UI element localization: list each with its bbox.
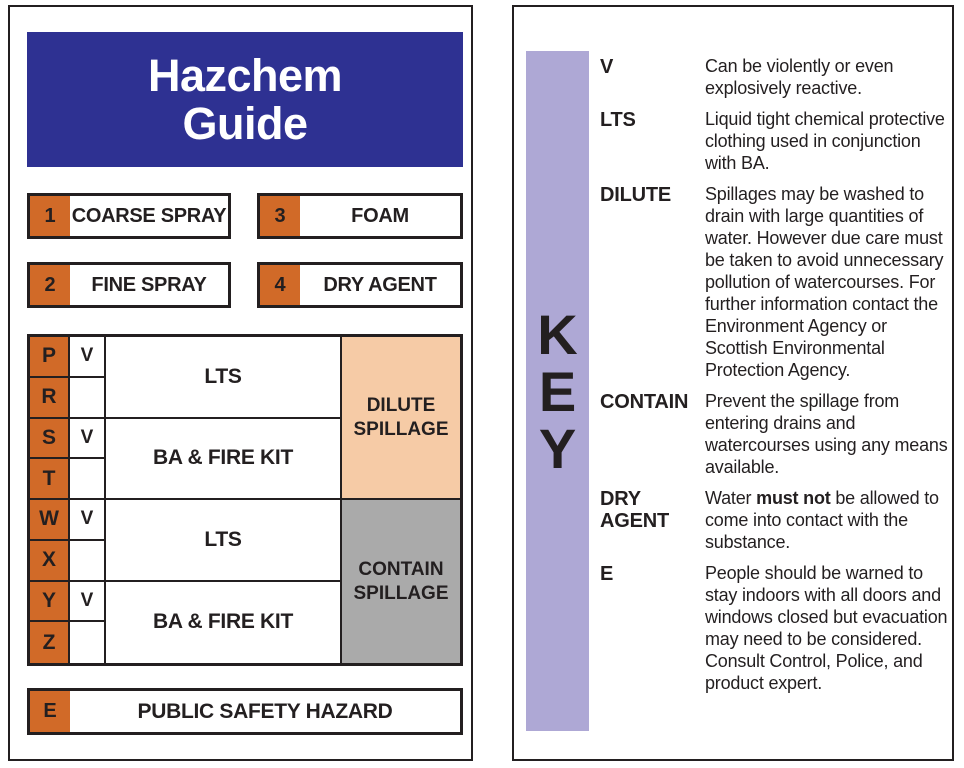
key-definition-v: Can be violently or even explosively reactive.: [705, 56, 894, 98]
legend-label-foam: FOAM: [351, 204, 409, 227]
key-entry-e: [600, 562, 948, 694]
public-safety-hazard-box: [27, 688, 463, 735]
v-cell-s: V: [70, 419, 106, 460]
guide-title-banner: [27, 32, 463, 167]
key-term-v: V: [600, 56, 614, 78]
key-panel: [512, 5, 954, 761]
key-definition-dilute: Spillages may be washed to drain with large quantities of water. However due care must be taken to avoid unnecessary pollution of watercourses. For further information contact the Environment Agency or Scottish Environmental Protection Agency.: [705, 184, 944, 380]
key-entries: [600, 55, 948, 703]
letter-cell-x: X: [30, 541, 70, 582]
legend-box-dry-agent: [257, 262, 463, 308]
legend-box-coarse-spray: [27, 193, 231, 239]
footer-letter-e: E: [30, 691, 70, 732]
v-cell-t: [70, 459, 106, 500]
letter-cell-w: W: [30, 500, 70, 541]
legend-number-3: 3: [260, 196, 300, 236]
key-term-dry-agent: DRY AGENT: [600, 488, 670, 532]
v-cell-p: V: [70, 337, 106, 378]
footer-label-public-safety-hazard: PUBLIC SAFETY HAZARD: [137, 699, 393, 723]
key-entry-contain: [600, 390, 948, 478]
key-definition-e: People should be warned to stay indoors with all doors and windows closed but evacuation may need to be considered. Consult Control, Police, and product expert.: [705, 563, 948, 693]
key-term-contain: CONTAIN: [600, 391, 689, 413]
key-entry-dry-agent: [600, 487, 948, 553]
key-term-dilute: DILUTE: [600, 184, 672, 206]
hazchem-code-table: [27, 334, 463, 666]
spillage-cell-dilute: DILUTE SPILLAGE: [342, 337, 460, 500]
letter-cell-z: Z: [30, 622, 70, 663]
key-term-lts: LTS: [600, 109, 636, 131]
key-definition-dry-agent: [705, 487, 948, 553]
key-sidebar: [526, 51, 589, 731]
legend-box-fine-spray: [27, 262, 231, 308]
key-definition-contain: Prevent the spillage from entering drains and watercourses using any means available.: [705, 391, 948, 477]
key-letter-e: E: [538, 359, 577, 423]
spillage-cell-contain: CONTAIN SPILLAGE: [342, 500, 460, 663]
v-cell-w: V: [70, 500, 106, 541]
legend-label-fine-spray: FINE SPRAY: [91, 273, 207, 296]
key-entry-v: [600, 55, 948, 99]
v-cell-r: [70, 378, 106, 419]
dry-agent-def-pre: Water: [705, 488, 757, 508]
dry-agent-def-post: be allowed to come into contact with the substance.: [705, 488, 939, 552]
letter-cell-y: Y: [30, 582, 70, 623]
letter-cell-t: T: [30, 459, 70, 500]
v-cell-z: [70, 622, 106, 663]
v-cell-x: [70, 541, 106, 582]
key-entry-lts: [600, 108, 948, 174]
legend-number-4: 4: [260, 265, 300, 305]
legend-label-dry-agent: DRY AGENT: [323, 273, 437, 296]
guide-title-line2: Guide: [182, 97, 308, 149]
letter-cell-r: R: [30, 378, 70, 419]
ppe-cell-ba-fire-kit-2: BA & FIRE KIT: [106, 582, 342, 664]
legend-box-foam: [257, 193, 463, 239]
ppe-cell-lts-2: LTS: [106, 500, 342, 582]
key-term-e: E: [600, 563, 614, 585]
v-cell-y: V: [70, 582, 106, 623]
letter-cell-s: S: [30, 419, 70, 460]
legend-number-2: 2: [30, 265, 70, 305]
guide-panel: [8, 5, 473, 761]
ppe-cell-ba-fire-kit-1: BA & FIRE KIT: [106, 419, 342, 501]
legend-label-coarse-spray: COARSE SPRAY: [71, 204, 227, 227]
dry-agent-def-bold: must not: [756, 488, 831, 508]
guide-title-line1: Hazchem: [147, 49, 343, 101]
ppe-cell-lts-1: LTS: [106, 337, 342, 419]
key-letter-k: K: [537, 302, 578, 366]
legend-number-1: 1: [30, 196, 70, 236]
key-definition-lts: Liquid tight chemical protective clothing used in conjunction with BA.: [705, 109, 945, 173]
letter-cell-p: P: [30, 337, 70, 378]
key-letter-y: Y: [538, 416, 577, 480]
key-entry-dilute: [600, 183, 948, 381]
